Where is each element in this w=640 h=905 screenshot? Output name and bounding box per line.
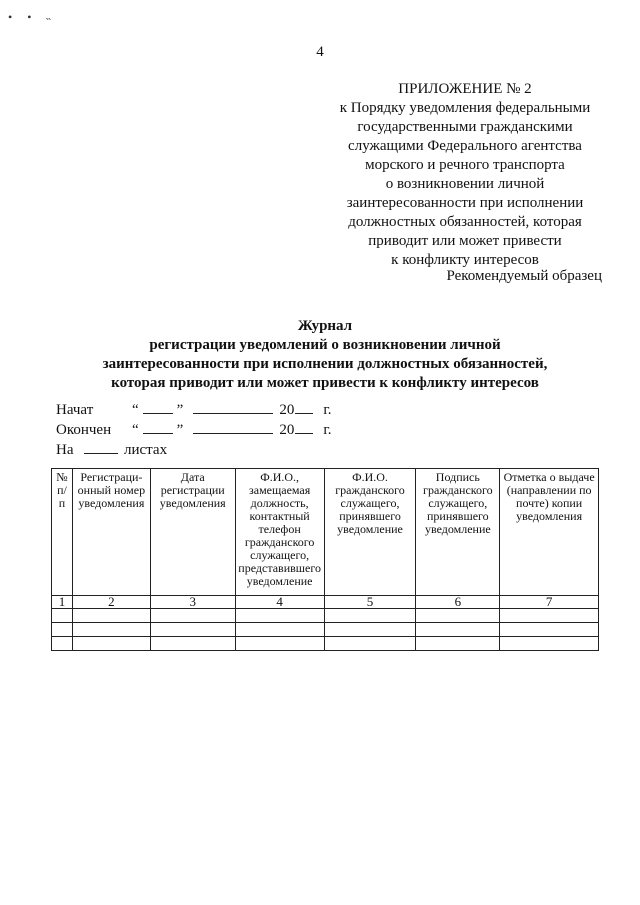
year-suffix: г. (323, 402, 332, 418)
ended-row (56, 419, 332, 439)
table-header-row (52, 469, 599, 596)
table-cell[interactable] (72, 623, 150, 637)
month-blank[interactable] (193, 419, 273, 434)
journal-title-line: Журнал (297, 318, 353, 334)
table-cell[interactable] (150, 623, 235, 637)
column-header: Ф.И.О., замещаемая должность, контактный телефон гражданского служащего, представившего уведомление (235, 469, 324, 596)
ended-label: Окончен (56, 422, 112, 438)
recommended-sample-label: Рекомендуемый образец (446, 268, 602, 284)
journal-title-line: которая приводит или может привести к конфликту интересов (111, 375, 539, 391)
table-cell[interactable] (72, 609, 150, 623)
table-row (52, 623, 599, 637)
on-label: На (56, 442, 74, 458)
sheets-label: листах (124, 442, 168, 458)
table-cell[interactable] (416, 609, 500, 623)
column-header: Регистраци-онный номер уведомления (72, 469, 150, 596)
appendix-line: морского и речного транспорта (365, 157, 565, 173)
month-blank[interactable] (193, 399, 273, 414)
table-cell[interactable] (52, 623, 73, 637)
close-quote: ” (176, 402, 184, 418)
column-number: 4 (235, 596, 324, 609)
scan-specks: • • ˵ (8, 10, 57, 24)
column-header: Отметка о выдаче (направлении по почте) копии уведомления (500, 469, 599, 596)
column-number: 5 (324, 596, 416, 609)
open-quote: “ (132, 402, 139, 418)
journal-title (60, 317, 590, 393)
column-header: Подпись гражданского служащего, принявшего уведомление (416, 469, 500, 596)
appendix-block (330, 80, 600, 270)
table-row (52, 637, 599, 651)
column-number: 7 (500, 596, 599, 609)
column-header: № п/п (52, 469, 73, 596)
year-blank[interactable] (295, 399, 313, 414)
appendix-line: должностных обязанностей, которая (348, 214, 582, 230)
column-number: 2 (72, 596, 150, 609)
appendix-line: о возникновении личной (385, 176, 545, 192)
year-prefix: 20 (279, 422, 295, 438)
appendix-line: приводит или может привести (368, 233, 562, 249)
year-prefix: 20 (279, 402, 295, 418)
page-number: 4 (316, 44, 324, 60)
appendix-line: к конфликту интересов (391, 252, 539, 268)
table-cell[interactable] (235, 637, 324, 651)
column-number: 6 (416, 596, 500, 609)
journal-period-fields (56, 399, 332, 459)
table-cell[interactable] (416, 623, 500, 637)
journal-title-line: регистрации уведомлений о возникновении личной (149, 337, 501, 353)
year-blank[interactable] (295, 419, 313, 434)
table-cell[interactable] (235, 609, 324, 623)
table-cell[interactable] (500, 637, 599, 651)
year-suffix: г. (323, 422, 332, 438)
registration-table (51, 468, 599, 651)
column-header: Ф.И.О. гражданского служащего, принявшего уведомление (324, 469, 416, 596)
column-header: Дата регистрации уведомления (150, 469, 235, 596)
table-cell[interactable] (72, 637, 150, 651)
journal-title-line: заинтересованности при исполнении должностных обязанностей, (102, 356, 548, 372)
table-cell[interactable] (324, 623, 416, 637)
day-blank[interactable] (143, 419, 173, 434)
appendix-line: заинтересованности при исполнении (346, 195, 584, 211)
table-cell[interactable] (235, 623, 324, 637)
table-cell[interactable] (500, 623, 599, 637)
sheets-count-blank[interactable] (84, 439, 118, 454)
table-cell[interactable] (324, 637, 416, 651)
table-cell[interactable] (52, 637, 73, 651)
appendix-line: к Порядку уведомления федеральными (339, 100, 591, 116)
table-cell[interactable] (150, 609, 235, 623)
appendix-line: служащими Федерального агентства (348, 138, 582, 154)
table-cell[interactable] (500, 609, 599, 623)
sheets-row (56, 439, 332, 459)
started-label: Начат (56, 402, 94, 418)
table-cell[interactable] (324, 609, 416, 623)
day-blank[interactable] (143, 399, 173, 414)
column-number-row (52, 596, 599, 609)
table-cell[interactable] (416, 637, 500, 651)
appendix-line: государственными гражданскими (357, 119, 573, 135)
close-quote: ” (176, 422, 184, 438)
open-quote: “ (132, 422, 139, 438)
table-cell[interactable] (52, 609, 73, 623)
started-row (56, 399, 332, 419)
column-number: 3 (150, 596, 235, 609)
column-number: 1 (52, 596, 73, 609)
table-cell[interactable] (150, 637, 235, 651)
table-row (52, 609, 599, 623)
appendix-title: ПРИЛОЖЕНИЕ № 2 (398, 81, 532, 97)
